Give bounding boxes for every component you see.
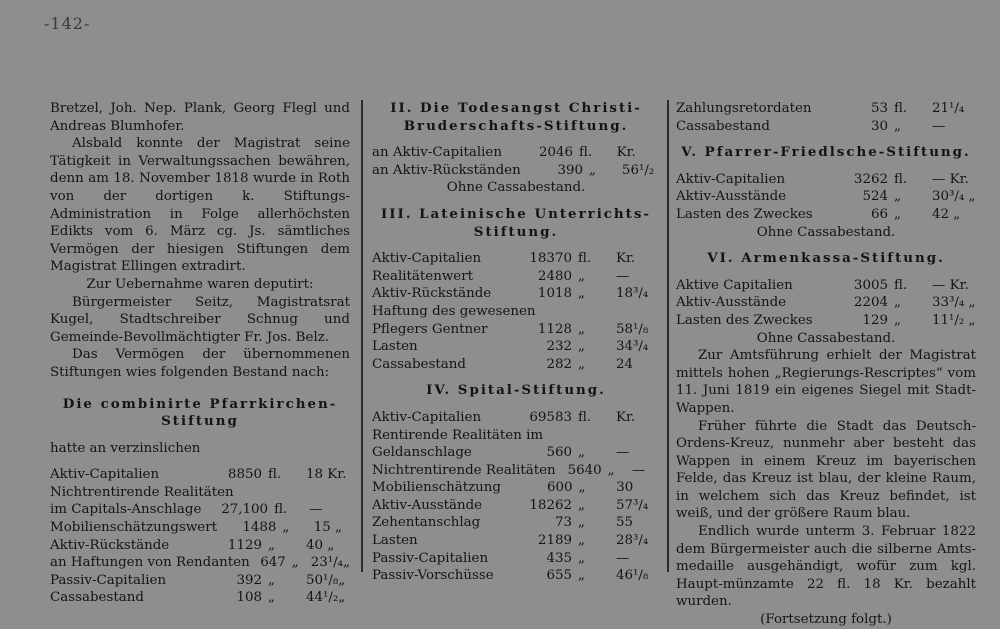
- spacer: [372, 135, 660, 144]
- row-value: 282: [546, 356, 572, 372]
- row-fraction: 11¹/₂ „: [932, 312, 976, 328]
- section-heading: Stiftung.: [473, 223, 559, 240]
- row-label: Lasten des Zweckes: [676, 206, 813, 222]
- table-row: [372, 514, 660, 532]
- row-fraction: [626, 303, 660, 321]
- table-row: [372, 285, 660, 303]
- row-fraction: 15 „: [313, 520, 342, 536]
- table-row: [372, 479, 660, 497]
- table-row: [676, 118, 976, 136]
- row-label: Nichtrentirende Realitäten: [50, 484, 234, 500]
- row-fraction: —: [631, 462, 646, 478]
- row-value: 600: [546, 480, 573, 496]
- paragraph: Endlich wurde unterm 3. Februar 1822 dem Bürgermeister auch die silberne Amts-medaille ausgehändigt, wofür zum kgl. Haupt-münzamte 22 fl. 18 Kr. bezahlt wurden.: [676, 524, 976, 610]
- row-fraction: 50¹/₈„: [306, 572, 346, 588]
- spacer: [676, 135, 976, 144]
- row-label: Aktiv-Ausstände: [676, 295, 787, 311]
- row-fraction: Kr.: [616, 409, 636, 425]
- table-row: [50, 554, 350, 572]
- row-label: Nichtrentirende Realitäten: [372, 462, 556, 478]
- row-fraction: 40 „: [306, 537, 335, 553]
- spacer: [50, 431, 350, 440]
- row-value: 435: [546, 550, 572, 566]
- row-fraction: 21¹/₄: [932, 101, 965, 116]
- table-row: [372, 427, 660, 445]
- row-fraction: 23¹/₄„: [310, 555, 350, 571]
- row-unit: fl.: [578, 251, 592, 267]
- row-fraction: 30³/₄ „: [932, 189, 976, 205]
- table-row: [50, 484, 350, 502]
- row-label: an Aktiv-Capitalien: [372, 145, 502, 161]
- row-value: 2189: [537, 533, 572, 549]
- row-value: 108: [236, 590, 262, 606]
- section-heading: Bruderschafts-Stiftung.: [403, 117, 629, 134]
- spacer: [676, 162, 976, 171]
- row-label: Rentirende Realitäten im: [372, 427, 544, 443]
- table-row: [372, 144, 660, 162]
- table-rows: [676, 100, 976, 135]
- row-value: 390: [557, 162, 584, 178]
- table-row: [676, 294, 976, 312]
- row-unit: „: [578, 445, 585, 461]
- row-label: Passiv-Capitalien: [372, 550, 489, 566]
- spacer: [50, 457, 350, 466]
- section-heading: II. Die Todesangst Christi-: [390, 100, 642, 116]
- row-label: Zahlungsretordaten: [676, 101, 812, 116]
- table-row: [372, 321, 660, 339]
- row-unit: „: [578, 286, 585, 302]
- table-row: [676, 206, 976, 224]
- column-2: [372, 100, 660, 585]
- row-unit: „: [894, 118, 901, 134]
- row-value: 5640: [567, 462, 602, 478]
- row-value: 1018: [537, 286, 572, 302]
- row-fraction: 58¹/₈: [616, 321, 649, 337]
- row-fraction: 33³/₄ „: [932, 295, 976, 311]
- row-label: Aktiv-Rückstände: [372, 286, 492, 302]
- row-value: 73: [554, 515, 572, 531]
- row-value: 655: [546, 568, 572, 584]
- row-unit: fl.: [274, 502, 288, 518]
- paragraph: Alsbald konnte der Magistrat seine Tätigkeit in Verwaltungssachen bewähren, denn am 18. November 1818 wurde in Roth von der dortigen k. Stiftungs-Administration in Folge allerhöchsten Edikts vom 6. März cg. Js. sämtliches Vermögen der hiesigen Stiftungen dem Magistrat Ellingen extradirt.: [50, 136, 350, 275]
- row-fraction: Kr.: [616, 145, 636, 161]
- row-value: [234, 484, 292, 502]
- row-unit: „: [268, 590, 275, 606]
- paragraph: Das Vermögen der übernommenen Stiftungen wies folgenden Bestand nach:: [50, 347, 350, 380]
- section-intro: hatte an verzinslichen: [50, 440, 201, 456]
- row-label: Mobilienschätzung: [372, 480, 501, 496]
- spacer: [372, 241, 660, 250]
- table-row: [676, 312, 976, 330]
- row-unit: „: [894, 206, 901, 222]
- row-unit: „: [894, 189, 901, 205]
- row-value: 560: [546, 445, 572, 461]
- table-row: [372, 550, 660, 568]
- table-row: [372, 250, 660, 268]
- table-row: [372, 303, 660, 321]
- table-rows: [372, 409, 660, 585]
- row-unit: „: [282, 520, 290, 536]
- row-value: 27,100: [221, 502, 269, 518]
- row-unit: „: [291, 555, 299, 571]
- row-label: Cassabestand: [676, 118, 770, 134]
- row-fraction: 34³/₄: [616, 339, 649, 355]
- row-label: an Haftungen von Rendanten: [50, 555, 250, 571]
- row-unit: [601, 427, 628, 445]
- row-unit: „: [578, 533, 585, 549]
- column-rule-1: [361, 100, 363, 572]
- row-value: 30: [870, 118, 888, 134]
- row-unit: [291, 484, 318, 502]
- row-fraction: — Kr.: [932, 277, 969, 293]
- row-value: 2046: [538, 145, 574, 161]
- row-value: 8850: [227, 467, 262, 483]
- table-row: [372, 338, 660, 356]
- row-fraction: 42 „: [932, 206, 961, 222]
- column-rule-2: [667, 100, 669, 572]
- table-row: [372, 567, 660, 585]
- column-3: [676, 100, 976, 629]
- row-label: Aktiv-Ausstände: [372, 497, 483, 513]
- row-unit: „: [268, 572, 275, 588]
- row-label: Cassabestand: [50, 590, 144, 606]
- row-fraction: 28³/₄: [616, 533, 649, 549]
- row-fraction: 57³/₄: [616, 497, 649, 513]
- page-number: -142-: [44, 14, 91, 33]
- table-row: [372, 532, 660, 550]
- table-row: [50, 519, 350, 537]
- row-fraction: 18 Kr.: [306, 467, 347, 483]
- row-unit: „: [894, 312, 901, 328]
- row-fraction: 44¹/₂„: [306, 590, 346, 606]
- row-unit: „: [578, 497, 585, 513]
- spacer: [676, 268, 976, 277]
- table-row: [676, 188, 976, 206]
- row-fraction: —: [616, 445, 630, 461]
- row-unit: „: [607, 462, 615, 478]
- section-heading: V. Pfarrer-Friedlsche-Stiftung.: [681, 144, 971, 161]
- spacer: [372, 373, 660, 382]
- row-value: 2480: [537, 268, 572, 284]
- row-label: Zehentanschlag: [372, 515, 481, 531]
- row-label: Geldanschlage: [372, 445, 472, 461]
- row-label: an Aktiv-Rückständen: [372, 162, 521, 178]
- table-row: [50, 589, 350, 607]
- row-label: Lasten: [372, 339, 418, 355]
- row-value: 129: [862, 312, 888, 328]
- note: Ohne Cassabestand.: [446, 180, 586, 196]
- paragraph: Bürgermeister Seitz, Magistratsrat Kugel, Stadtschreiber Schnug und Gemeinde-Bevollmächtigter Fr. Jos. Belz.: [50, 294, 350, 345]
- table-row: [676, 171, 976, 189]
- row-unit: „: [578, 321, 585, 337]
- row-unit: „: [578, 480, 586, 496]
- paragraph: Früher führte die Stadt das Deutsch-Ordens-Kreuz, nunmehr aber besteht das Wappen in einem Kreuz im bayerischen Felde, das Kreuz ist blau, der kleine Raum, in welchem sich das Kreuz befindet, ist weiß, und der größere Raum blau.: [676, 418, 976, 522]
- row-fraction: — Kr.: [932, 171, 969, 187]
- row-label: Mobilienschätzungswert: [50, 520, 218, 536]
- row-label: Aktiv-Capitalien: [676, 171, 786, 187]
- row-value: 18370: [529, 251, 572, 267]
- spacer: [372, 197, 660, 206]
- column-1: [50, 100, 350, 607]
- table-row: [676, 277, 976, 295]
- row-unit: [597, 303, 626, 321]
- row-label: Lasten: [372, 533, 418, 549]
- table-rows: [372, 250, 660, 373]
- row-unit: fl.: [894, 277, 908, 293]
- row-value: 53: [870, 101, 888, 116]
- section-heading: Die combinirte Pfarrkirchen-: [62, 395, 338, 412]
- table-row: [372, 268, 660, 286]
- row-unit: fl.: [894, 171, 908, 187]
- row-unit: fl.: [268, 467, 282, 483]
- row-unit: fl.: [578, 409, 592, 425]
- row-unit: „: [578, 356, 585, 372]
- row-fraction: 46¹/₈: [616, 568, 649, 584]
- continuation-note: (Fortsetzung folgt.): [760, 612, 892, 628]
- row-unit: „: [589, 162, 596, 178]
- section-heading: III. Lateinische Unterrichts-: [381, 205, 651, 222]
- row-value: 392: [236, 572, 262, 588]
- row-label: Aktiv-Capitalien: [372, 409, 482, 425]
- row-label: Realitätenwert: [372, 268, 474, 284]
- row-value: 647: [260, 555, 286, 571]
- row-fraction: [318, 484, 350, 502]
- table-row: [676, 100, 976, 118]
- table-row: [50, 466, 350, 484]
- paragraph: Bretzel, Joh. Nep. Plank, Georg Flegl und Andreas Blumhofer.: [50, 101, 350, 134]
- section-heading: Stiftung: [161, 413, 239, 430]
- row-fraction: 30: [616, 480, 634, 496]
- row-label: Pflegers Gentner: [372, 321, 488, 337]
- table-row: [372, 444, 660, 462]
- table-row: [372, 497, 660, 515]
- row-label: Aktiv-Ausstände: [676, 189, 787, 205]
- row-label: Haftung des gewesenen: [372, 303, 536, 319]
- note: Ohne Cassabestand.: [756, 224, 896, 240]
- table-rows: [372, 144, 660, 179]
- paragraph: Zur Uebernahme waren deputirt:: [86, 276, 314, 292]
- row-value: 1128: [537, 321, 572, 337]
- row-fraction: —: [932, 118, 946, 134]
- row-label: Lasten des Zweckes: [676, 312, 813, 328]
- table-row: [372, 462, 660, 480]
- spacer: [676, 241, 976, 250]
- section-heading: VI. Armenkassa-Stiftung.: [707, 250, 945, 267]
- row-label: Aktive Capitalien: [676, 277, 793, 293]
- table-row: [50, 501, 350, 519]
- table-rows: [50, 466, 350, 607]
- row-fraction: Kr.: [616, 251, 636, 267]
- row-unit: fl.: [894, 101, 908, 116]
- row-fraction: [628, 427, 660, 445]
- row-value: 2204: [853, 295, 888, 311]
- row-value: 18262: [529, 497, 572, 513]
- spacer: [372, 400, 660, 409]
- row-value: 1488: [242, 520, 277, 536]
- row-value: 3005: [853, 277, 888, 293]
- row-value: 69583: [529, 409, 572, 425]
- row-unit: fl.: [579, 145, 593, 161]
- row-unit: „: [578, 568, 585, 584]
- row-value: 524: [862, 189, 888, 205]
- row-fraction: —: [309, 502, 323, 518]
- row-unit: „: [578, 550, 585, 566]
- table-row: [372, 162, 660, 180]
- row-value: 3262: [853, 171, 888, 187]
- row-value: 232: [546, 339, 572, 355]
- table-row: [50, 572, 350, 590]
- row-label: Aktiv-Capitalien: [50, 467, 160, 483]
- row-label: im Capitals-Anschlage: [50, 502, 202, 518]
- row-fraction: —: [616, 268, 630, 284]
- paragraph: Zur Amtsführung erhielt der Magistrat mittels hohen „Regierungs-Rescriptes“ vom 11. Juni 1819 ein eigenes Siegel mit Stadt-Wappen.: [676, 348, 976, 416]
- row-unit: „: [578, 515, 585, 531]
- row-label: Aktiv-Capitalien: [372, 251, 482, 267]
- table-row: [372, 409, 660, 427]
- row-value: 1129: [227, 537, 262, 553]
- row-fraction: 55: [616, 515, 634, 531]
- row-value: [543, 427, 601, 445]
- row-unit: „: [578, 339, 585, 355]
- spacer: [50, 382, 350, 396]
- row-fraction: 18³/₄: [616, 286, 649, 302]
- row-value: 66: [870, 206, 888, 222]
- row-label: Passiv-Vorschüsse: [372, 568, 494, 584]
- table-rows: [676, 277, 976, 330]
- row-value: [536, 303, 597, 321]
- table-row: [372, 356, 660, 374]
- table-rows: [676, 171, 976, 224]
- row-unit: „: [268, 537, 275, 553]
- section-heading: IV. Spital-Stiftung.: [426, 382, 606, 399]
- row-label: Cassabestand: [372, 356, 466, 372]
- note: Ohne Cassabestand.: [756, 330, 896, 346]
- row-fraction: 56¹/₂: [621, 162, 655, 178]
- row-fraction: 24: [616, 356, 634, 372]
- table-row: [50, 537, 350, 555]
- row-label: Passiv-Capitalien: [50, 572, 167, 588]
- row-fraction: —: [616, 550, 630, 566]
- row-label: Aktiv-Rückstände: [50, 537, 170, 553]
- row-unit: „: [578, 268, 585, 284]
- row-unit: „: [894, 295, 901, 311]
